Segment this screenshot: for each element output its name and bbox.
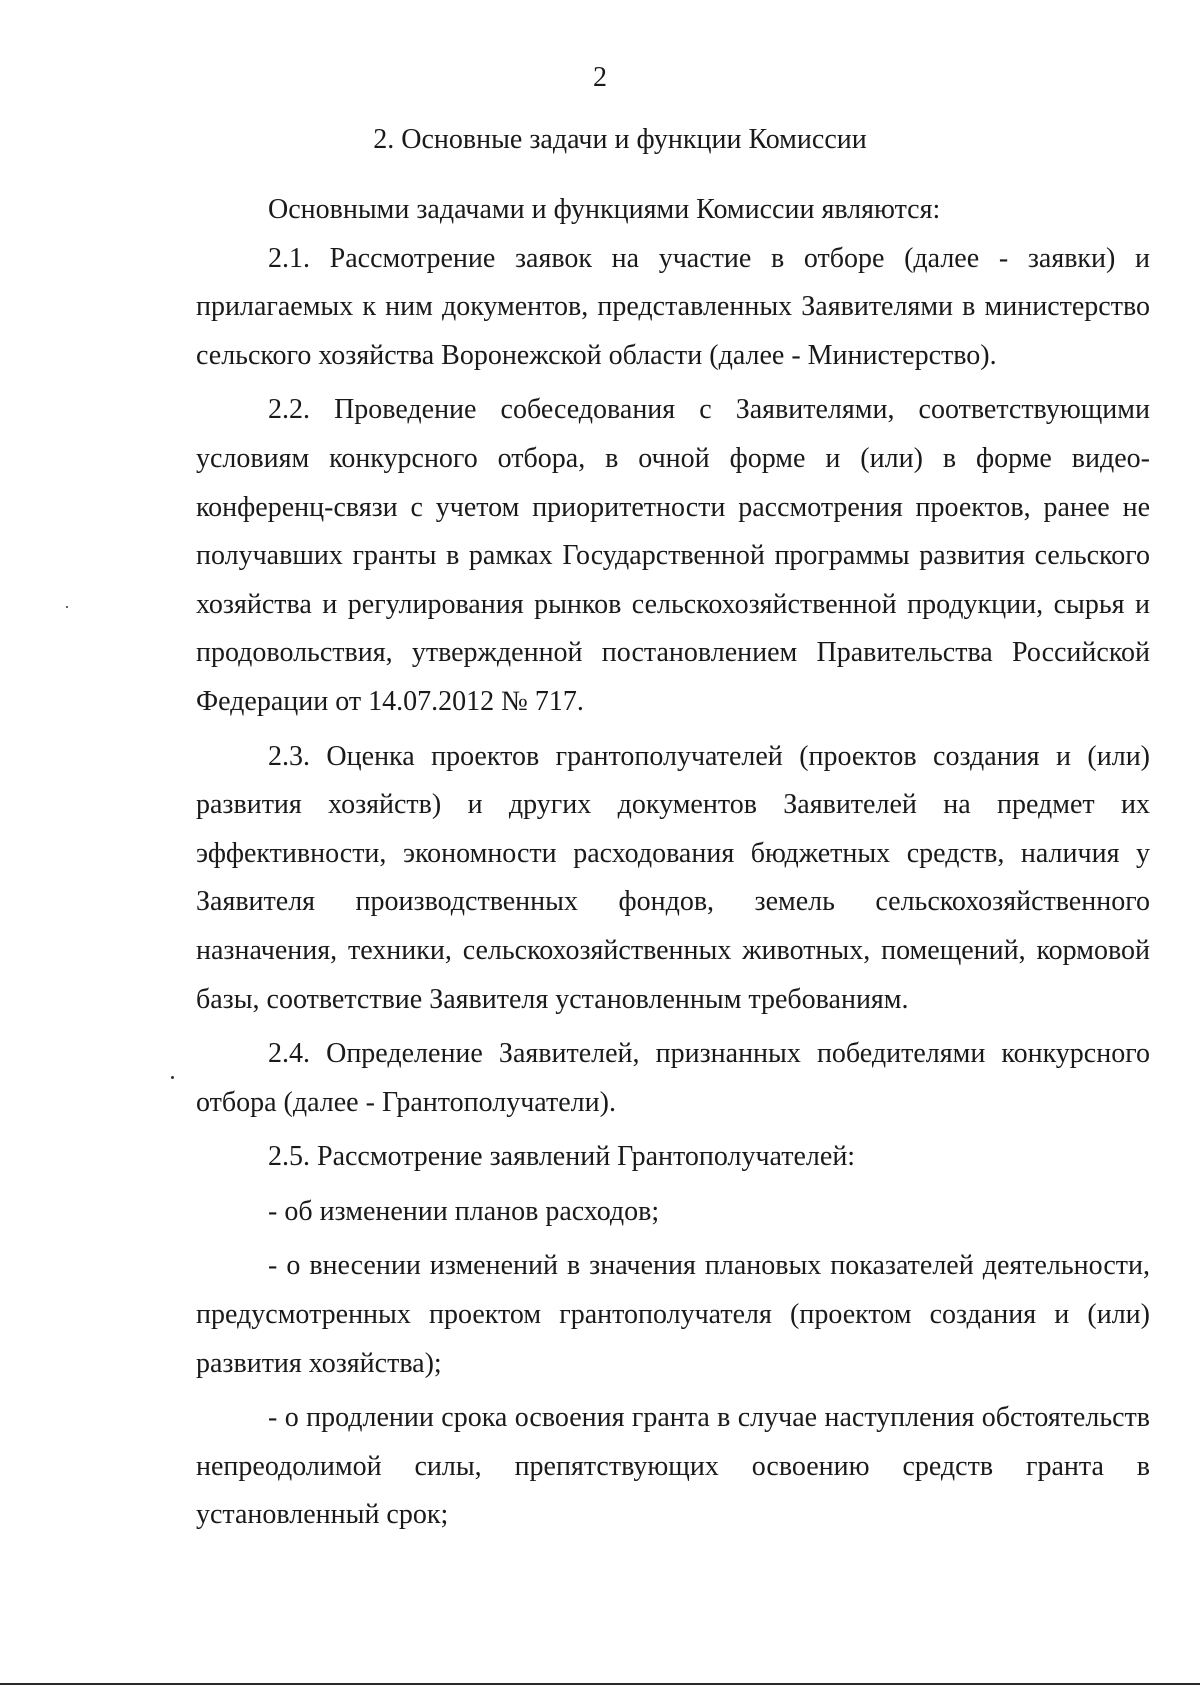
page-number: 2 bbox=[593, 62, 607, 93]
paragraph-2-5: 2.5. Рассмотрение заявлений Грантополучателей: bbox=[268, 1141, 856, 1173]
section-title: 2. Основные задачи и функции Комиссии bbox=[373, 124, 867, 155]
scan-speck bbox=[66, 606, 68, 608]
paragraph-2-1: 2.1. Рассмотрение заявок на участие в отборе (далее - заявки) и прилагаемых к ним документов, представленных Заявителями в министерство сельского хозяйства Воронежской области (далее - Министерство). bbox=[196, 242, 1150, 371]
scan-speck bbox=[171, 1076, 174, 1079]
document-body bbox=[196, 186, 1150, 1540]
paragraph-2-2: 2.2. Проведение собеседования с Заявителями, соответствующими условиям конкурсного отбора, в очной форме и (или) в форме видео-конференц-связи с учетом приоритетности рассмотрения проектов, ранее не получавших гранты в рамках Государственной программы развития сельского хозяйства и регулирования рынков сельскохозяйственной продукции, сырья и продовольствия, утвержденной постановлением Правительства Российской Федерации от 14.07.2012 № 717. bbox=[196, 394, 1150, 717]
list-item-indicator-changes: - о внесении изменений в значения плановых показателей деятельности, предусмотренных проектом грантополучателя (проектом создания и (или) развития хозяйства); bbox=[196, 1250, 1150, 1379]
scan-edge-line bbox=[0, 1683, 1200, 1685]
paragraph-2-4: 2.4. Определение Заявителей, признанных победителями конкурсного отбора (далее - Грантополучатели). bbox=[196, 1038, 1150, 1118]
list-item-term-extension: - о продлении срока освоения гранта в случае наступления обстоятельств непреодолимой силы, препятствующих освоению средств гранта в установленный срок; bbox=[196, 1402, 1150, 1531]
intro-paragraph: Основными задачами и функциями Комиссии являются: bbox=[268, 194, 941, 225]
paragraph-2-3: 2.3. Оценка проектов грантополучателей (проектов создания и (или) развития хозяйств) и других документов Заявителей на предмет их эффективности, экономности расходования бюджетных средств, наличия у Заявителя производственных фондов, земель сельскохозяйственного назначения, техники, сельскохозяйственных животных, помещений, кормовой базы, соответствие Заявителя установленным требованиям. bbox=[196, 740, 1150, 1015]
list-item-expense-plans: - об изменении планов расходов; bbox=[268, 1195, 660, 1227]
